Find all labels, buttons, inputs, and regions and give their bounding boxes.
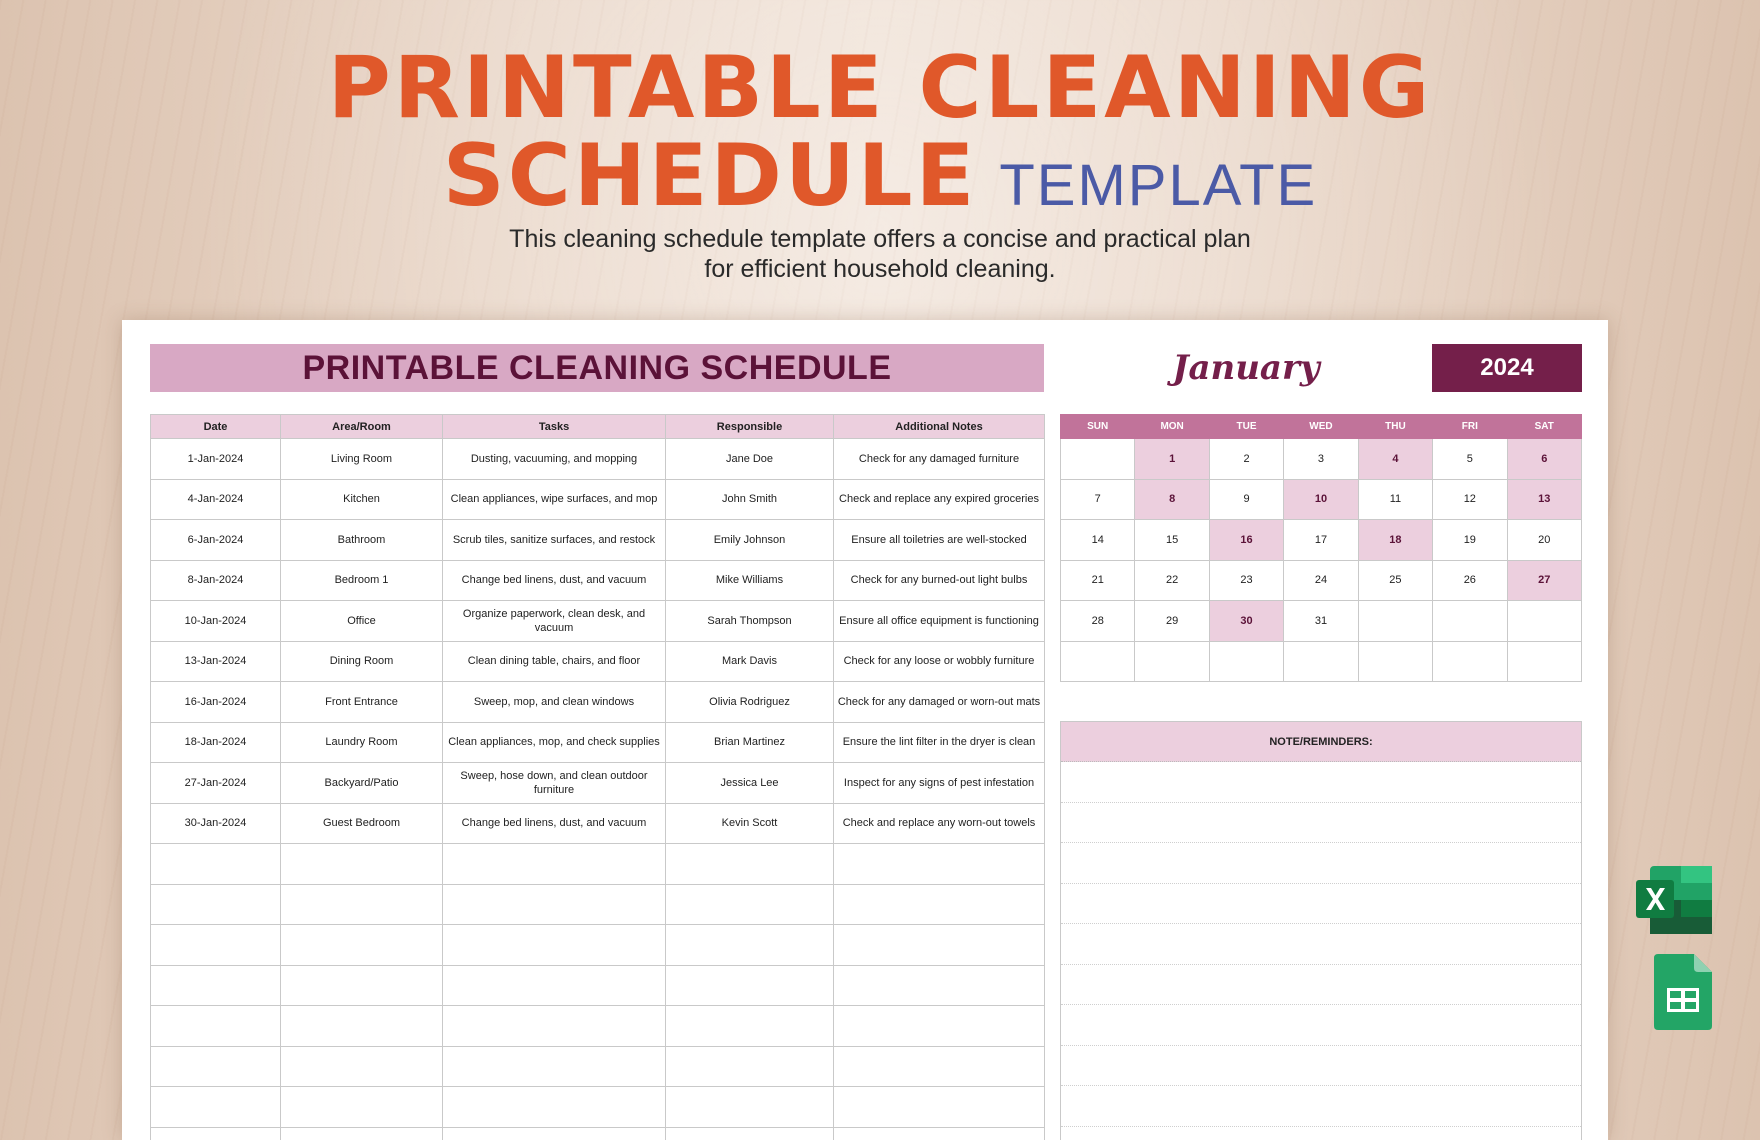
calendar-day[interactable]: 16 [1209,520,1283,561]
schedule-title: PRINTABLE CLEANING SCHEDULE [150,344,1044,392]
cell-responsible[interactable] [666,1127,834,1140]
table-row [151,520,1045,561]
calendar-day[interactable]: 21 [1061,560,1135,601]
notes-line[interactable] [1061,924,1581,965]
table-row [151,965,1045,1006]
weekday-wed: WED [1284,415,1358,439]
cell-tasks[interactable]: Clean appliances, wipe surfaces, and mop [443,479,666,520]
cell-date[interactable] [151,1046,281,1087]
calendar-day[interactable]: 9 [1209,479,1283,520]
table-row [151,1087,1045,1128]
calendar-day[interactable]: 1 [1135,439,1209,480]
cell-date[interactable] [151,925,281,966]
cell-notes[interactable] [834,1127,1045,1140]
calendar-day[interactable]: 5 [1433,439,1507,480]
cell-responsible[interactable]: John Smith [666,479,834,520]
calendar-grid [1060,414,1582,682]
cell-responsible[interactable] [666,925,834,966]
cell-date[interactable]: 13-Jan-2024 [151,641,281,682]
cell-tasks[interactable]: Scrub tiles, sanitize surfaces, and restock [443,520,666,561]
calendar-day[interactable] [1061,641,1135,682]
cell-date[interactable]: 8-Jan-2024 [151,560,281,601]
cell-responsible[interactable]: Jane Doe [666,439,834,480]
cell-tasks[interactable]: Dusting, vacuuming, and mopping [443,439,666,480]
schedule-table [150,414,1045,1140]
weekday-tue: TUE [1209,415,1283,439]
cell-responsible[interactable] [666,1046,834,1087]
cell-tasks[interactable]: Sweep, hose down, and clean outdoor furniture [443,763,666,804]
cell-responsible[interactable] [666,1006,834,1047]
calendar-day[interactable]: 6 [1507,439,1581,480]
hero-subtitle-line2: for efficient household cleaning. [704,255,1056,283]
cell-responsible[interactable]: Olivia Rodriguez [666,682,834,723]
calendar-day[interactable] [1209,641,1283,682]
notes-title: NOTE/REMINDERS: [1061,722,1581,762]
schedule-header-tasks: Tasks [443,415,666,439]
schedule-sheet [122,320,1608,1140]
calendar-week [1061,641,1582,682]
hero-subtitle-line1: This cleaning schedule template offers a concise and practical plan [509,225,1251,253]
cell-area[interactable]: Guest Bedroom [281,803,443,844]
cell-date[interactable]: 4-Jan-2024 [151,479,281,520]
hero-title-schedule: SCHEDULE [442,126,978,226]
schedule-header-responsible: Responsible [666,415,834,439]
cell-tasks[interactable]: Change bed linens, dust, and vacuum [443,560,666,601]
weekday-fri: FRI [1433,415,1507,439]
cell-area[interactable] [281,965,443,1006]
calendar-day[interactable] [1433,641,1507,682]
cell-notes[interactable]: Check and replace any expired groceries [834,479,1045,520]
cell-date[interactable]: 10-Jan-2024 [151,601,281,642]
cell-responsible[interactable] [666,844,834,885]
calendar-day[interactable]: 30 [1209,601,1283,642]
calendar-week [1061,520,1582,561]
cell-tasks[interactable] [443,884,666,925]
cell-area[interactable]: Bedroom 1 [281,560,443,601]
calendar-month: January [1172,348,1320,388]
cell-notes[interactable] [834,925,1045,966]
calendar-day[interactable]: 13 [1507,479,1581,520]
cell-responsible[interactable]: Mike Williams [666,560,834,601]
calendar-day[interactable]: 10 [1284,479,1358,520]
cell-area[interactable]: Kitchen [281,479,443,520]
cell-area[interactable] [281,1087,443,1128]
schedule-header-area: Area/Room [281,415,443,439]
cell-area[interactable] [281,925,443,966]
calendar-weekday-row [1061,415,1582,439]
hero-title-line1: PRINTABLE CLEANING [327,38,1433,138]
calendar-day[interactable] [1061,439,1135,480]
cell-responsible[interactable] [666,884,834,925]
notes-panel [1060,721,1582,1140]
table-row [151,1127,1045,1140]
calendar-day[interactable] [1358,601,1432,642]
cell-responsible[interactable] [666,1087,834,1128]
calendar-day[interactable] [1507,641,1581,682]
cell-date[interactable] [151,965,281,1006]
calendar-day[interactable] [1358,641,1432,682]
google-sheets-icon[interactable] [1654,954,1712,1030]
cell-tasks[interactable]: Change bed linens, dust, and vacuum [443,803,666,844]
cell-notes[interactable] [834,965,1045,1006]
cell-notes[interactable] [834,844,1045,885]
notes-line[interactable] [1061,884,1581,925]
cell-responsible[interactable] [666,965,834,1006]
notes-line[interactable] [1061,1005,1581,1046]
notes-line[interactable] [1061,1046,1581,1087]
calendar-day[interactable]: 19 [1433,520,1507,561]
cell-tasks[interactable] [443,925,666,966]
cell-area[interactable] [281,844,443,885]
weekday-sat: SAT [1507,415,1581,439]
cell-responsible[interactable]: Mark Davis [666,641,834,682]
schedule-header-notes: Additional Notes [834,415,1045,439]
weekday-mon: MON [1135,415,1209,439]
weekday-sun: SUN [1061,415,1135,439]
table-row [151,641,1045,682]
cell-area[interactable]: Laundry Room [281,722,443,763]
calendar-day[interactable]: 26 [1433,560,1507,601]
cell-date[interactable] [151,1087,281,1128]
table-row [151,925,1045,966]
cell-tasks[interactable]: Sweep, mop, and clean windows [443,682,666,723]
cell-notes[interactable]: Check for any loose or wobbly furniture [834,641,1045,682]
calendar-day[interactable]: 4 [1358,439,1432,480]
calendar-day[interactable] [1284,641,1358,682]
calendar-day[interactable]: 28 [1061,601,1135,642]
cell-notes[interactable]: Ensure all office equipment is functioning [834,601,1045,642]
cell-date[interactable]: 18-Jan-2024 [151,722,281,763]
notes-line[interactable] [1061,1086,1581,1127]
calendar-day[interactable]: 22 [1135,560,1209,601]
cell-area[interactable] [281,884,443,925]
cell-responsible[interactable]: Emily Johnson [666,520,834,561]
hero-subtitle [0,224,1760,284]
cell-date[interactable] [151,1006,281,1047]
excel-icon[interactable] [1636,866,1712,934]
table-row [151,479,1045,520]
cell-date[interactable] [151,1127,281,1140]
cell-date[interactable]: 30-Jan-2024 [151,803,281,844]
cell-date[interactable]: 27-Jan-2024 [151,763,281,804]
cell-area[interactable] [281,1006,443,1047]
cell-notes[interactable]: Check for any burned-out light bulbs [834,560,1045,601]
cell-date[interactable]: 1-Jan-2024 [151,439,281,480]
cell-tasks[interactable] [443,965,666,1006]
notes-line[interactable] [1061,843,1581,884]
cell-tasks[interactable] [443,1006,666,1047]
calendar-day[interactable]: 12 [1433,479,1507,520]
table-row [151,601,1045,642]
cell-responsible[interactable]: Jessica Lee [666,763,834,804]
cell-notes[interactable]: Ensure all toiletries are well-stocked [834,520,1045,561]
cell-date[interactable] [151,844,281,885]
table-row [151,884,1045,925]
table-row [151,722,1045,763]
calendar-day[interactable]: 23 [1209,560,1283,601]
notes-line[interactable] [1061,803,1581,844]
schedule-header-date: Date [151,415,281,439]
calendar-day[interactable]: 8 [1135,479,1209,520]
table-row [151,682,1045,723]
cell-tasks[interactable] [443,1087,666,1128]
notes-line[interactable] [1061,1127,1581,1140]
hero-title-template: TEMPLATE [999,153,1318,218]
cell-date[interactable] [151,884,281,925]
table-row [151,560,1045,601]
calendar-year: 2024 [1432,344,1582,392]
cell-area[interactable]: Bathroom [281,520,443,561]
calendar-day[interactable]: 20 [1507,520,1581,561]
calendar-day[interactable]: 11 [1358,479,1432,520]
cell-notes[interactable] [834,1006,1045,1047]
table-row [151,1046,1045,1087]
cell-notes[interactable]: Inspect for any signs of pest infestation [834,763,1045,804]
table-row [151,803,1045,844]
cell-notes[interactable] [834,1046,1045,1087]
cell-area[interactable] [281,1046,443,1087]
cell-date[interactable]: 16-Jan-2024 [151,682,281,723]
calendar-week [1061,479,1582,520]
table-row [151,439,1045,480]
cell-notes[interactable]: Check for any damaged or worn-out mats [834,682,1045,723]
calendar-day[interactable]: 3 [1284,439,1358,480]
calendar-day[interactable]: 29 [1135,601,1209,642]
calendar-week [1061,560,1582,601]
cell-area[interactable]: Front Entrance [281,682,443,723]
cell-notes[interactable] [834,884,1045,925]
cell-area[interactable]: Backyard/Patio [281,763,443,804]
calendar-day[interactable]: 7 [1061,479,1135,520]
schedule-header-row [151,415,1045,439]
notes-line[interactable] [1061,965,1581,1006]
calendar-week [1061,601,1582,642]
cell-responsible[interactable]: Brian Martinez [666,722,834,763]
cell-tasks[interactable]: Organize paperwork, clean desk, and vacuum [443,601,666,642]
cell-tasks[interactable] [443,844,666,885]
cell-tasks[interactable] [443,1046,666,1087]
cell-responsible[interactable]: Kevin Scott [666,803,834,844]
calendar-week [1061,439,1582,480]
cell-responsible[interactable]: Sarah Thompson [666,601,834,642]
cell-notes[interactable]: Check and replace any worn-out towels [834,803,1045,844]
calendar-day[interactable] [1433,601,1507,642]
notes-line[interactable] [1061,762,1581,803]
calendar-day[interactable] [1507,601,1581,642]
calendar-day[interactable]: 14 [1061,520,1135,561]
table-row [151,763,1045,804]
calendar-day[interactable]: 27 [1507,560,1581,601]
cell-area[interactable]: Living Room [281,439,443,480]
calendar-day[interactable]: 15 [1135,520,1209,561]
cell-tasks[interactable]: Clean dining table, chairs, and floor [443,641,666,682]
cell-area[interactable]: Office [281,601,443,642]
calendar-day[interactable]: 17 [1284,520,1358,561]
weekday-thu: THU [1358,415,1432,439]
calendar-day[interactable]: 2 [1209,439,1283,480]
cell-tasks[interactable]: Clean appliances, mop, and check supplies [443,722,666,763]
calendar-day[interactable]: 25 [1358,560,1432,601]
table-row [151,844,1045,885]
calendar-day[interactable]: 24 [1284,560,1358,601]
calendar-day[interactable] [1135,641,1209,682]
calendar-day[interactable]: 18 [1358,520,1432,561]
cell-area[interactable]: Dining Room [281,641,443,682]
cell-area[interactable] [281,1127,443,1140]
cell-notes[interactable] [834,1087,1045,1128]
calendar-day[interactable]: 31 [1284,601,1358,642]
table-row [151,1006,1045,1047]
cell-notes[interactable]: Ensure the lint filter in the dryer is clean [834,722,1045,763]
cell-notes[interactable]: Check for any damaged furniture [834,439,1045,480]
cell-tasks[interactable] [443,1127,666,1140]
cell-date[interactable]: 6-Jan-2024 [151,520,281,561]
